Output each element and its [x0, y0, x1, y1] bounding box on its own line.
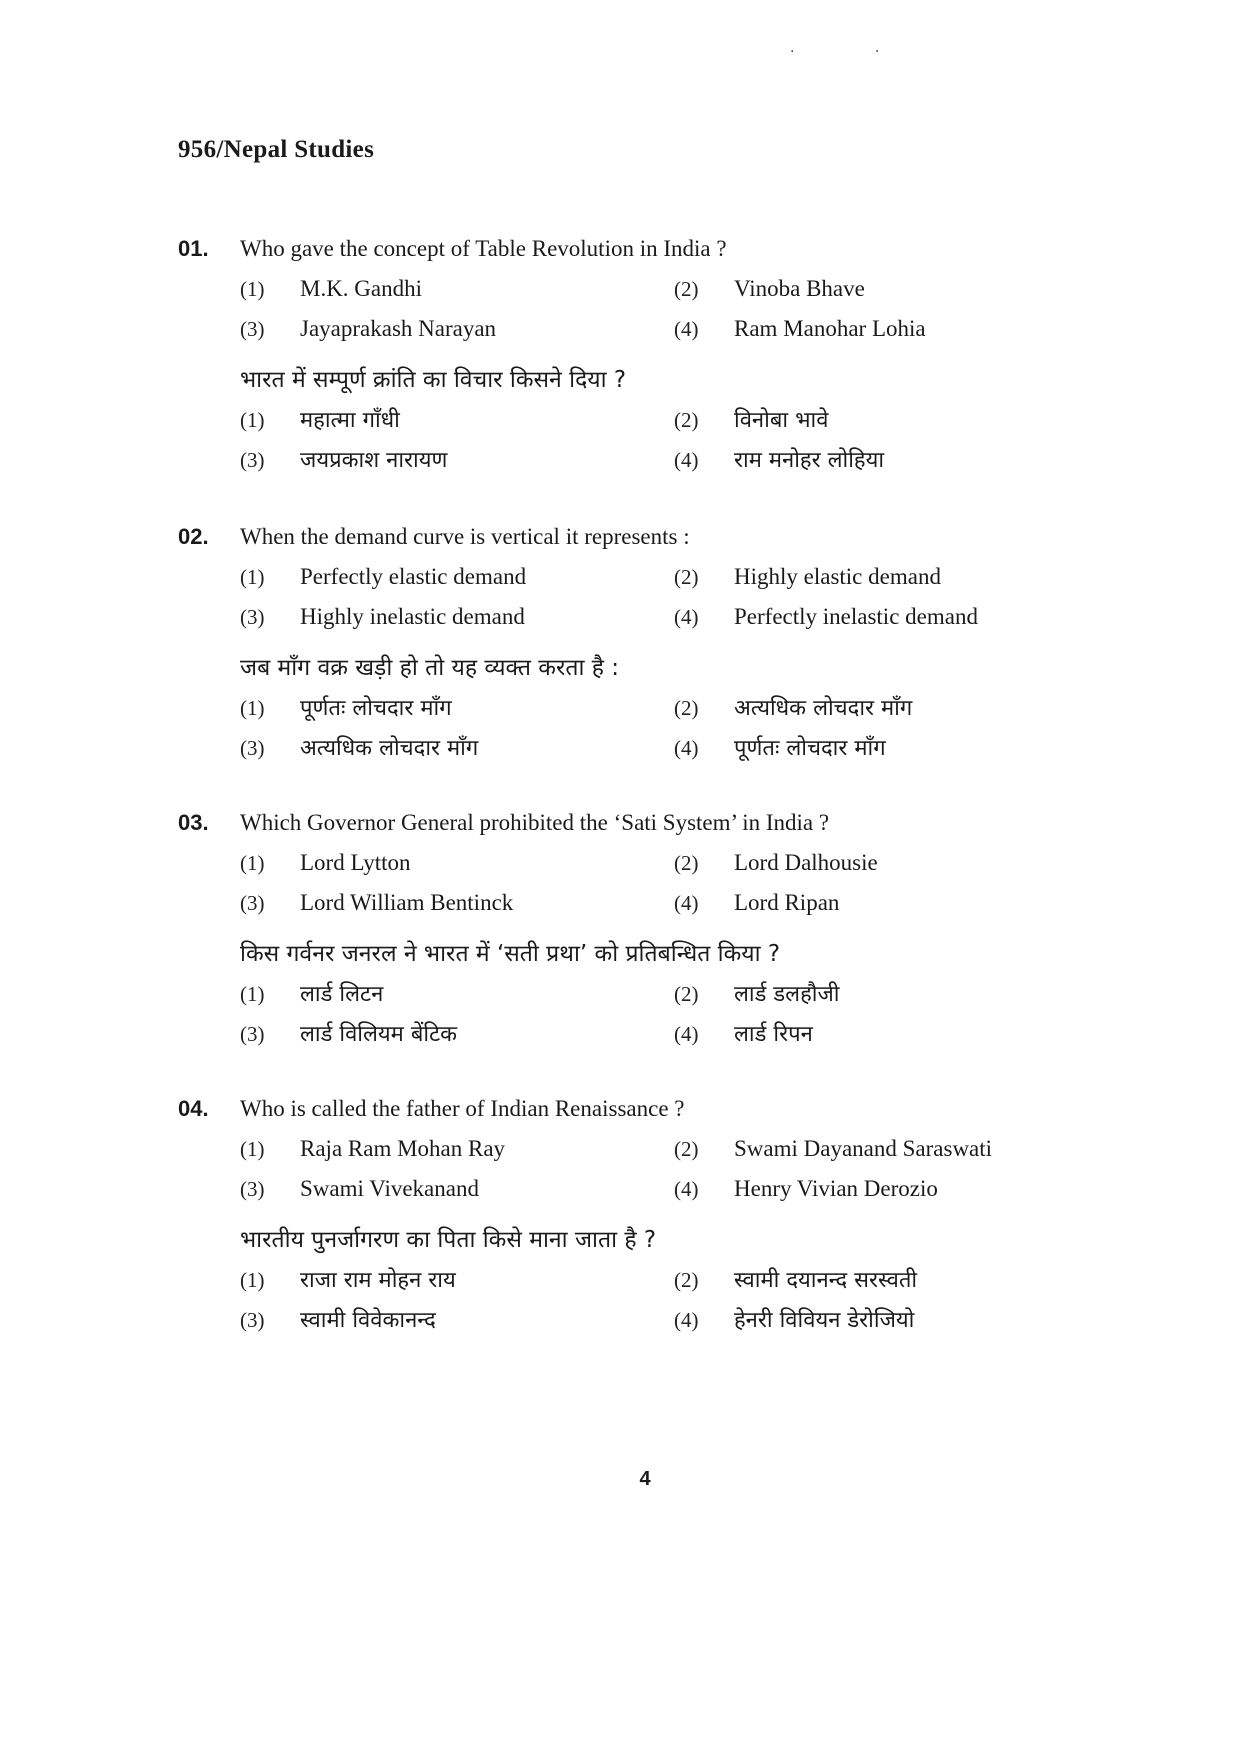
- option-label: (2): [674, 408, 699, 432]
- option-label: (1): [240, 696, 265, 720]
- question-text-en: Who gave the concept of Table Revolution in India ?: [240, 236, 727, 261]
- option-item: [240, 444, 674, 484]
- option-text: पूर्णतः लोचदार माँग: [300, 696, 452, 721]
- option-text: लार्ड डलहौजी: [734, 982, 840, 1007]
- option-label: (3): [240, 1022, 265, 1046]
- option-item: [674, 692, 1114, 732]
- option-label: (3): [240, 605, 265, 629]
- option-text: Henry Vivian Derozio: [734, 1176, 938, 1201]
- option-item: [674, 1264, 1114, 1304]
- option-item: [674, 444, 1114, 484]
- option-label: (3): [240, 891, 265, 915]
- option-label: (2): [674, 277, 699, 301]
- option-item: [240, 276, 674, 316]
- option-text: राजा राम मोहन राय: [300, 1268, 456, 1293]
- option-label: (4): [674, 1177, 699, 1201]
- options-hi: [240, 692, 1138, 772]
- option-item: [240, 1304, 674, 1344]
- question-block: [178, 810, 1138, 1058]
- options-en: [240, 276, 1138, 356]
- question-text-en: Which Governor General prohibited the ‘Sati System’ in India ?: [240, 810, 830, 835]
- question-line: [178, 1096, 1138, 1136]
- option-item: [674, 604, 1114, 644]
- option-text: Perfectly inelastic demand: [734, 604, 978, 629]
- option-item: [674, 978, 1114, 1018]
- option-item: [240, 978, 674, 1018]
- option-label: (4): [674, 448, 699, 472]
- option-text: अत्यधिक लोचदार माँग: [734, 696, 913, 721]
- option-label: (3): [240, 317, 265, 341]
- option-text: Lord Lytton: [300, 850, 411, 875]
- option-label: (4): [674, 1022, 699, 1046]
- option-item: [674, 404, 1114, 444]
- option-label: (3): [240, 1177, 265, 1201]
- question-text-hi: किस गर्वनर जनरल ने भारत में ‘सती प्रथा’ को प्रतिबन्धित किया ?: [240, 941, 781, 967]
- options-en: [240, 564, 1138, 644]
- option-item: [674, 890, 1114, 930]
- question-number: 01.: [178, 236, 209, 261]
- question-text-hi: जब माँग वक्र खड़ी हो तो यह व्यक्त करता है :: [240, 655, 620, 681]
- option-item: [674, 316, 1114, 356]
- option-item: [240, 692, 674, 732]
- option-text: राम मनोहर लोहिया: [734, 448, 885, 473]
- option-item: [674, 1304, 1114, 1344]
- option-label: (4): [674, 1308, 699, 1332]
- options-en: [240, 850, 1138, 930]
- option-label: (2): [674, 982, 699, 1006]
- option-item: [674, 1176, 1114, 1216]
- option-item: [240, 850, 674, 890]
- option-text: Lord William Bentinck: [300, 890, 514, 915]
- option-label: (1): [240, 1137, 265, 1161]
- option-text: Swami Vivekanand: [300, 1176, 479, 1201]
- options-hi: [240, 978, 1138, 1058]
- option-text: हेनरी विवियन डेरोजियो: [734, 1308, 915, 1333]
- option-text: जयप्रकाश नारायण: [300, 448, 448, 473]
- options-en: [240, 1136, 1138, 1216]
- question-block: [178, 1096, 1138, 1344]
- option-text: Lord Dalhousie: [734, 850, 878, 875]
- question-line: [178, 810, 1138, 850]
- option-item: [240, 1018, 674, 1058]
- option-label: (1): [240, 1268, 265, 1292]
- option-text: लार्ड विलियम बेंटिक: [300, 1022, 458, 1047]
- options-hi: [240, 404, 1138, 484]
- option-text: Jayaprakash Narayan: [300, 316, 497, 341]
- option-text: अत्यधिक लोचदार माँग: [300, 736, 479, 761]
- option-item: [674, 276, 1114, 316]
- option-label: (1): [240, 982, 265, 1006]
- option-label: (1): [240, 851, 265, 875]
- option-label: (4): [674, 891, 699, 915]
- option-item: [240, 1136, 674, 1176]
- option-label: (1): [240, 565, 265, 589]
- option-text: Ram Manohar Lohia: [734, 316, 926, 341]
- option-text: स्वामी दयानन्द सरस्वती: [734, 1268, 918, 1293]
- question-text-en: Who is called the father of Indian Renaissance ?: [240, 1096, 685, 1121]
- option-text: Swami Dayanand Saraswati: [734, 1136, 993, 1161]
- option-label: (4): [674, 736, 699, 760]
- option-text: Highly elastic demand: [734, 564, 941, 589]
- scan-marks: . .: [790, 40, 918, 56]
- question-text-en: When the demand curve is vertical it represents :: [240, 524, 690, 549]
- option-label: (3): [240, 736, 265, 760]
- question-number: 03.: [178, 810, 209, 835]
- option-item: [240, 890, 674, 930]
- option-item: [240, 604, 674, 644]
- option-text: M.K. Gandhi: [300, 276, 423, 301]
- option-item: [240, 1264, 674, 1304]
- option-item: [674, 564, 1114, 604]
- question-block: [178, 236, 1138, 484]
- option-text: लार्ड रिपन: [734, 1022, 813, 1047]
- question-line: [178, 524, 1138, 564]
- option-text: स्वामी विवेकानन्द: [300, 1308, 436, 1333]
- option-text: लार्ड लिटन: [300, 982, 384, 1007]
- option-label: (2): [674, 1137, 699, 1161]
- option-item: [674, 1136, 1114, 1176]
- option-item: [240, 316, 674, 356]
- option-label: (2): [674, 696, 699, 720]
- option-item: [240, 564, 674, 604]
- option-item: [674, 850, 1114, 890]
- question-line: [178, 236, 1138, 276]
- page-number: 4: [639, 1468, 651, 1490]
- option-item: [240, 1176, 674, 1216]
- option-text: Highly inelastic demand: [300, 604, 525, 629]
- option-label: (3): [240, 448, 265, 472]
- option-label: (2): [674, 1268, 699, 1292]
- option-text: पूर्णतः लोचदार माँग: [734, 736, 886, 761]
- option-item: [240, 404, 674, 444]
- option-label: (2): [674, 851, 699, 875]
- option-item: [240, 732, 674, 772]
- option-item: [674, 1018, 1114, 1058]
- options-hi: [240, 1264, 1138, 1344]
- question-text-hi: भारतीय पुनर्जागरण का पिता किसे माना जाता है ?: [240, 1227, 657, 1253]
- paper-header: 956/Nepal Studies: [178, 136, 375, 163]
- option-text: Lord Ripan: [734, 890, 840, 915]
- question-text-hi: भारत में सम्पूर्ण क्रांति का विचार किसने दिया ?: [240, 367, 627, 393]
- option-text: Raja Ram Mohan Ray: [300, 1136, 506, 1161]
- option-label: (3): [240, 1308, 265, 1332]
- option-label: (4): [674, 317, 699, 341]
- question-number: 04.: [178, 1096, 209, 1121]
- option-text: Perfectly elastic demand: [300, 564, 527, 589]
- option-label: (1): [240, 408, 265, 432]
- option-text: महात्मा गाँधी: [300, 408, 400, 433]
- option-label: (4): [674, 605, 699, 629]
- option-label: (1): [240, 277, 265, 301]
- option-label: (2): [674, 565, 699, 589]
- question-number: 02.: [178, 524, 209, 549]
- question-block: [178, 524, 1138, 772]
- option-text: विनोबा भावे: [734, 408, 829, 433]
- option-item: [674, 732, 1114, 772]
- option-text: Vinoba Bhave: [734, 276, 865, 301]
